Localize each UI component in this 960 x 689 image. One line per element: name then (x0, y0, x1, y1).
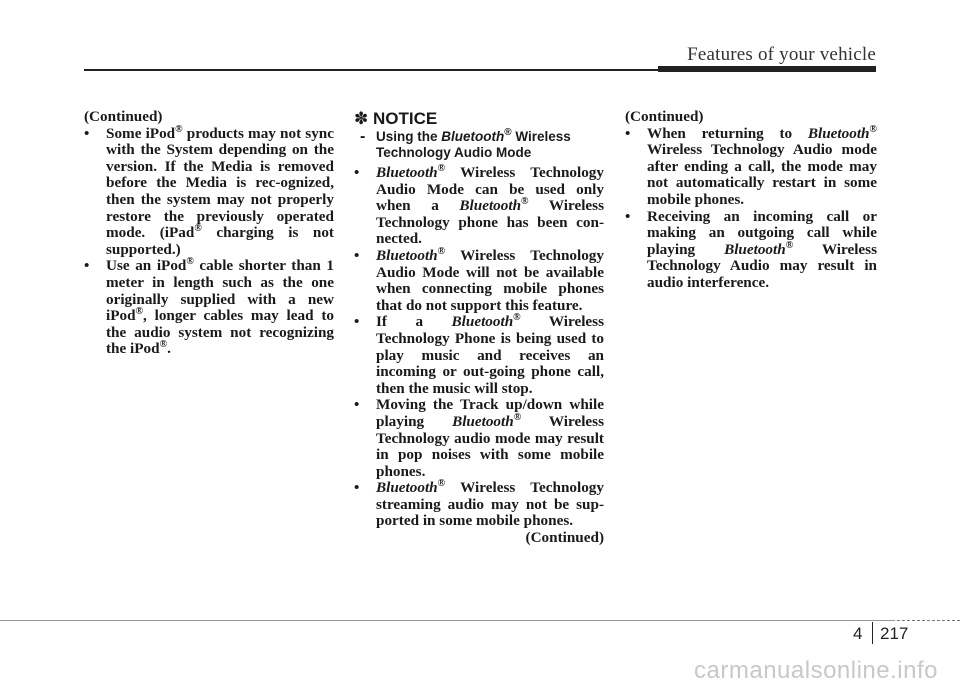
registered-mark: ® (513, 411, 522, 423)
continued-label: (Continued) (84, 108, 163, 125)
bluetooth-term: Bluetooth (459, 197, 522, 215)
bluetooth-term: Bluetooth (452, 412, 514, 430)
bullet-icon: • (354, 313, 360, 331)
bullet-text: If a (376, 313, 452, 331)
registered-mark: ® (521, 196, 529, 208)
registered-mark: ® (437, 163, 446, 174)
subtitle-bluetooth: Bluetooth (441, 129, 505, 144)
list-item (625, 123, 877, 209)
bullet-text: Wireless Technology phone has been con-nected. (376, 197, 604, 248)
bullet-text: Moving the Track up/down while playing (376, 396, 604, 430)
list-item (354, 480, 604, 530)
continued-label: (Continued) (525, 529, 604, 547)
page-number: 217 (880, 624, 909, 643)
registered-mark: ® (175, 123, 183, 135)
bullet-text: Wireless Technology Audio mode after ending a call, the mode may not automatically restart in some mobile phones. (647, 141, 877, 208)
bullet-text: Wireless Technology Audio Mode can be used only when a (376, 164, 604, 215)
notice-subtitle (354, 129, 604, 161)
bullet-text: products may not sync with the System depending on the version. If the Media is removed before the Media is rec-ognized, then the system may not properly restore the previously operated mode. (iPad (106, 124, 334, 242)
registered-mark: ® (504, 127, 512, 138)
right-column (625, 109, 877, 292)
list-item (354, 245, 604, 314)
bluetooth-term: Bluetooth (451, 313, 514, 331)
bullet-text: Wireless Technology streaming audio may not be sup-ported in some mobile phones. (376, 479, 604, 530)
bullet-icon: • (354, 479, 360, 497)
watermark: carmanualsonline.info (694, 657, 938, 684)
registered-mark: ® (159, 339, 168, 351)
bullet-text: Some iPod (106, 124, 176, 142)
page-divider (872, 622, 873, 644)
list-item (84, 258, 334, 358)
bullet-icon: • (354, 164, 360, 181)
bullet-text: When returning to (647, 124, 808, 142)
registered-mark: ® (513, 312, 521, 324)
bullet-text: Use an iPod (106, 257, 187, 275)
left-column (84, 109, 334, 358)
registered-mark: ® (135, 306, 144, 318)
bullet-text: Wireless Technology Phone is being used to play music and receives an incoming or out-going phone call, then the music will stop. (376, 313, 604, 397)
registered-mark: ® (437, 245, 446, 257)
notice-title (354, 109, 604, 129)
bluetooth-term: Bluetooth (376, 164, 438, 181)
registered-mark: ® (785, 239, 794, 251)
registered-mark: ® (186, 256, 194, 268)
registered-mark: ® (194, 223, 202, 235)
asterisk-icon: ✽ (354, 109, 369, 128)
list-item (354, 397, 604, 480)
notice-title-text: NOTICE (372, 109, 438, 128)
bullet-icon: • (84, 257, 90, 275)
header-rule (84, 69, 660, 71)
bullet-text: , longer cables may lead to the audio system not recognizing the iPod (106, 307, 334, 358)
dash-icon: - (360, 128, 366, 145)
bullet-icon: • (354, 246, 360, 264)
bullet-icon: • (625, 124, 631, 142)
subtitle-text: Wireless Technology Audio Mode (376, 129, 571, 160)
bullet-text: Wireless Technology Audio Mode will not be available when connecting mobile phones that do not support this feature. (376, 246, 604, 314)
registered-mark: ® (437, 478, 446, 490)
bluetooth-term: Bluetooth (376, 246, 438, 264)
header-title: Features of your vehicle (687, 44, 876, 65)
list-item (84, 123, 334, 259)
continued-label: (Continued) (625, 108, 704, 125)
bullet-text: Wireless Technology audio mode may result in pop noises with some mobile phones. (376, 412, 604, 480)
subtitle-text: Using the (376, 129, 442, 144)
bluetooth-term: Bluetooth (376, 479, 438, 497)
bullet-icon: • (84, 124, 90, 142)
bullet-text: Wireless Technology Audio may result in audio interference. (647, 240, 877, 291)
bluetooth-term: Bluetooth (807, 124, 870, 142)
chapter-number: 4 (853, 624, 863, 643)
list-item (354, 314, 604, 397)
bullet-icon: • (354, 396, 360, 414)
list-item (625, 209, 877, 292)
bullet-text: charging is not supported.) (106, 224, 334, 258)
bluetooth-term: Bluetooth (724, 240, 786, 258)
footer-rule-solid (0, 620, 895, 621)
registered-mark: ® (869, 123, 877, 135)
header-rule-accent (658, 66, 876, 72)
bullet-text: . (167, 340, 171, 358)
bullet-icon: • (625, 207, 631, 225)
list-item (354, 165, 604, 248)
bullet-text: Receiving an incoming call or making an outgoing call while playing (647, 207, 877, 258)
notice-box (354, 107, 604, 547)
bullet-text: cable shorter than 1 meter in length such as the one originally supplied with a new iPod (106, 257, 334, 325)
